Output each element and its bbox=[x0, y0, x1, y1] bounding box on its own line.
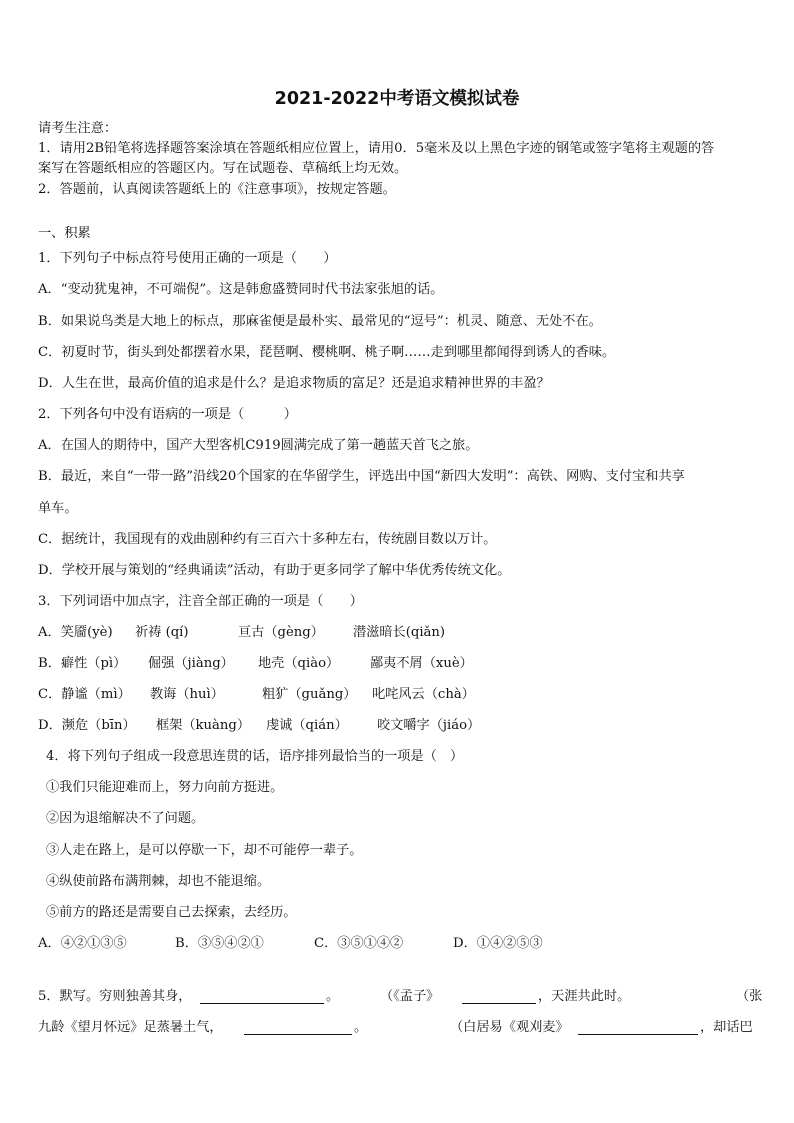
question-4-sentence-1: ①我们只能迎难而上，努力向前方挺进。 bbox=[46, 780, 284, 795]
question-5-source-mencius: （《孟子》 bbox=[380, 989, 440, 1004]
notice-item-1: 1．请用2B铅笔将选择题答案涂填在答题纸相应位置上，请用0．5毫米及以上黑色字迹的钢笔或签字笔将主观题的答 bbox=[38, 141, 715, 156]
question-5-line-1-verse: ，天涯共此时。 bbox=[538, 989, 631, 1004]
question-5-line-2-start: 九龄《望月怀远》足蒸暑土气， bbox=[38, 1020, 223, 1035]
question-4-option-d: D．①④②⑤③ bbox=[453, 936, 543, 951]
question-3-d-word-4: 咬文嚼字（jiáo） bbox=[377, 718, 481, 733]
question-1-option-a: A．“变动犹鬼神，不可端倪”。这是韩愈盛赞同时代书法家张旭的话。 bbox=[38, 282, 444, 297]
question-1-option-b: B．如果说鸟类是大地上的标点，那麻雀便是最朴实、最常见的“逗号”：机灵、随意、无处不在。 bbox=[38, 314, 602, 329]
page-title: 2021-2022中考语文模拟试卷 bbox=[274, 89, 520, 109]
question-5-source-baijuyi: （白居易《观刈麦》 bbox=[450, 1020, 569, 1035]
question-3-b-word-1: B．癖性（pì） bbox=[38, 656, 127, 671]
question-3-a-word-3: 亘古（gèng） bbox=[238, 625, 324, 640]
question-2-option-a: A．在国人的期待中，国产大型客机C919圆满完成了第一趟蓝天首飞之旅。 bbox=[38, 438, 479, 453]
question-5-line-1-start: 5．默写。穷则独善其身， bbox=[38, 989, 192, 1004]
question-3-b-word-2: 倔强（jiàng） bbox=[148, 656, 234, 671]
question-3-b-word-4: 鄙夷不屑（xuè） bbox=[370, 656, 473, 671]
question-2-option-b: B．最近，来自“一带一路”沿线20个国家的在华留学生，评选出中国“新四大发明”：高铁、网购、支付宝和共享 bbox=[38, 469, 685, 484]
answer-blank[interactable] bbox=[462, 990, 536, 1004]
question-2-stem: 2．下列各句中没有语病的一项是（ ） bbox=[38, 407, 297, 422]
question-4-option-c: C．③⑤①④② bbox=[314, 936, 404, 951]
section-heading: 一、积累 bbox=[38, 226, 91, 241]
question-4-option-a: A．④②①③⑤ bbox=[38, 936, 127, 951]
answer-blank[interactable] bbox=[578, 1021, 698, 1035]
question-4-stem: 4．将下列句子组成一段意思连贯的话，语序排列最恰当的一项是（ ） bbox=[46, 749, 464, 764]
question-3-b-word-3: 地壳（qiào） bbox=[258, 656, 340, 671]
question-5-line-1-end: （张 bbox=[736, 989, 763, 1004]
question-3-a-word-1: A．笑靥(yè) bbox=[38, 625, 113, 640]
question-5-line-2-period: 。 bbox=[354, 1020, 368, 1035]
question-3-c-word-4: 叱咤风云（chà） bbox=[372, 687, 475, 702]
question-3-d-word-2: 框架（kuàng） bbox=[156, 718, 251, 733]
question-5-line-1-period: 。 bbox=[326, 989, 340, 1004]
question-4-sentence-4: ④纵使前路布满荆棘，却也不能退缩。 bbox=[46, 874, 271, 889]
answer-blank[interactable] bbox=[244, 1021, 352, 1035]
question-4-sentence-2: ②因为退缩解决不了问题。 bbox=[46, 811, 205, 826]
question-5-line-2-end: ，却话巴 bbox=[700, 1020, 753, 1035]
question-3-d-word-1: D．濒危（bīn） bbox=[38, 718, 136, 733]
question-1-option-d: D．人生在世，最高价值的追求是什么？是追求物质的富足？还是追求精神世界的丰盈？ bbox=[38, 376, 550, 391]
question-3-stem: 3．下列词语中加点字，注音全部正确的一项是（ ） bbox=[38, 594, 363, 609]
question-3-a-word-2: 祈祷 (qí) bbox=[135, 625, 189, 640]
question-3-c-word-2: 教诲（huì） bbox=[150, 687, 224, 702]
question-2-option-b-cont: 单车。 bbox=[38, 501, 78, 516]
answer-blank[interactable] bbox=[200, 990, 324, 1004]
question-1-option-c: C．初夏时节，街头到处都摆着水果，琵琶啊、樱桃啊、桃子啊……走到哪里都闻得到诱人的香味。 bbox=[38, 345, 616, 360]
question-4-option-b: B．③⑤④②① bbox=[175, 936, 264, 951]
question-3-d-word-3: 虔诚（qián） bbox=[266, 718, 348, 733]
question-2-option-d: D．学校开展与策划的“经典诵读”活动，有助于更多同学了解中华优秀传统文化。 bbox=[38, 563, 511, 578]
notice-heading: 请考生注意： bbox=[38, 121, 118, 136]
question-2-option-c: C．据统计，我国现有的戏曲剧种约有三百六十多种左右，传统剧目数以万计。 bbox=[38, 532, 497, 547]
question-4-sentence-5: ⑤前方的路还是需要自己去探索，去经历。 bbox=[46, 905, 297, 920]
question-3-a-word-4: 潜滋暗长(qiǎn) bbox=[353, 625, 446, 640]
notice-item-1-cont: 案写在答题纸相应的答题区内。写在试题卷、草稿纸上均无效。 bbox=[38, 161, 408, 176]
question-4-sentence-3: ③人走在路上，是可以停歇一下，却不可能停一辈子。 bbox=[46, 843, 363, 858]
notice-item-2: 2．答题前，认真阅读答题纸上的《注意事项》，按规定答题。 bbox=[38, 182, 396, 197]
question-1-stem: 1．下列句子中标点符号使用正确的一项是（ ） bbox=[38, 251, 337, 266]
question-3-c-word-1: C．静谧（mì） bbox=[38, 687, 131, 702]
question-3-c-word-3: 粗犷（guǎng） bbox=[262, 687, 357, 702]
